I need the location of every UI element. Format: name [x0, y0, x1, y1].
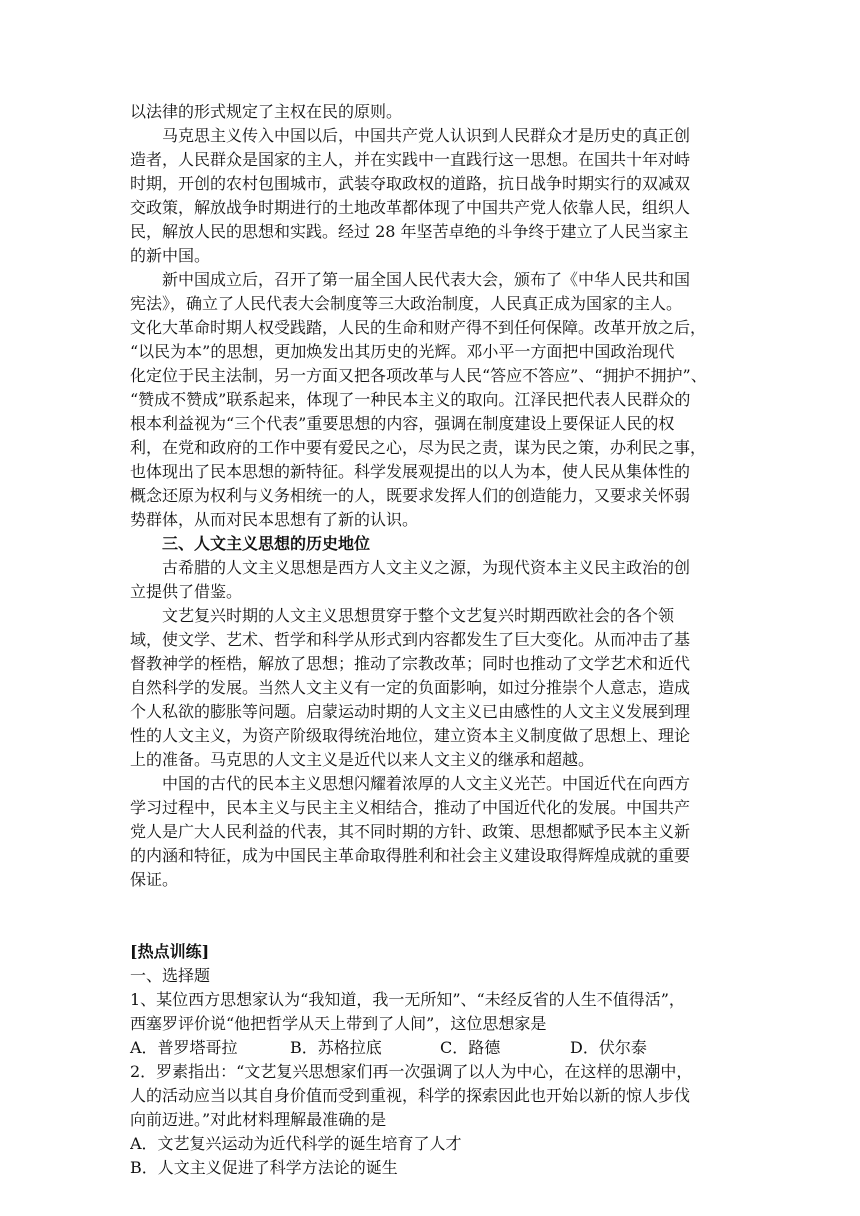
paragraph-6 [130, 772, 730, 892]
text-line: “赞成不赞成”联系起来，体现了一种民本主义的取向。江泽民把代表人民群众的 [130, 390, 691, 409]
text-line: 也体现出了民本思想的新特征。科学发展观提出的以人为本，使人民从集体性的 [130, 462, 691, 481]
text-line: 上的准备。马克思的人文主义是近代以来人文主义的继承和超越。 [130, 750, 595, 769]
text-line: 以法律的形式规定了主权在民的原则。 [130, 102, 403, 121]
question-text-line: 西塞罗评价说“他把哲学从天上带到了人间”，这位思想家是 [130, 1014, 547, 1033]
text-line: 中国的古代的民本主义思想闪耀着浓厚的人文主义光芒。中国近代在向西方 [162, 774, 691, 793]
text-line: 个人私欲的膨胀等问题。启蒙运动时期的人文主义已由感性的人文主义发展到理 [130, 702, 691, 721]
document-page [130, 100, 730, 1180]
text-line: 立提供了借鉴。 [130, 582, 243, 601]
option-b: B．人文主义促进了科学方法论的诞生 [130, 1158, 398, 1177]
text-line: 古希腊的人文主义思想是西方人文主义之源，为现代资本主义民主政治的创 [162, 558, 691, 577]
text-line: 党人是广大人民利益的代表，其不同时期的方针、政策、思想都赋予民本主义新 [130, 822, 691, 841]
question-text-line: 人的活动应当以其自身价值而受到重视，科学的探索因此也开始以新的惊人步伐 [130, 1086, 691, 1105]
paragraph-5 [130, 604, 730, 772]
answer-options [130, 1036, 730, 1060]
text-line: 自然科学的发展。当然人文主义有一定的负面影响，如过分推崇个人意志，造成 [130, 678, 691, 697]
text-line: 民，解放人民的思想和实践。经过 28 年坚苦卓绝的斗争终于建立了人民当家主 [130, 222, 689, 241]
question-text-line: 2．罗素指出：“文艺复兴思想家们再一次强调了以人为中心，在这样的思潮中， [130, 1062, 693, 1081]
text-line: 交政策，解放战争时期进行的土地改革都体现了中国共产党人依靠人民，组织人 [130, 198, 691, 217]
text-line: 造者，人民群众是国家的主人，并在实践中一直践行这一思想。在国共十年对峙 [130, 150, 691, 169]
text-line: 时期，开创的农村包围城市，武装夺取政权的道路，抗日战争时期实行的双减双 [130, 174, 691, 193]
text-line: 化定位于民主法制，另一方面又把各项改革与人民“答应不答应”、“拥护不拥护”、 [130, 366, 707, 385]
paragraph-3 [130, 268, 730, 532]
text-line: 概念还原为权利与义务相统一的人，既要求发挥人们的创造能力，又要求关怀弱 [130, 486, 691, 505]
option-a: A．文艺复兴运动为近代科学的诞生培育了人才 [130, 1134, 462, 1153]
text-line: 的新中国。 [130, 246, 211, 265]
text-line: 学习过程中，民本主义与民主主义相结合，推动了中国近代化的发展。中国共产 [130, 798, 691, 817]
option-d: D．伏尔泰 [570, 1038, 647, 1057]
text-line: 的内涵和特征，成为中国民主革命取得胜利和社会主义建设取得辉煌成就的重要 [130, 846, 691, 865]
text-line: 文化大革命时期人权受践踏，人民的生命和财产得不到任何保障。改革开放之后， [130, 318, 707, 337]
text-line: 根本利益视为“三个代表”重要思想的内容，强调在制度建设上要保证人民的权 [130, 414, 675, 433]
section-heading: 三、人文主义思想的历史地位 [162, 534, 371, 553]
text-line: 督教神学的桎梏，解放了思想；推动了宗教改革；同时也推动了文学艺术和近代 [130, 654, 691, 673]
text-line: “以民为本”的思想，更加焕发出其历史的光辉。邓小平一方面把中国政治现代 [130, 342, 675, 361]
option-a: A．普罗塔哥拉 [130, 1038, 238, 1057]
paragraph-2 [130, 124, 730, 268]
paragraph-4 [130, 556, 730, 604]
practice-heading: [热点训练] [130, 942, 210, 961]
question-2 [130, 1060, 730, 1180]
paragraph-1 [130, 100, 730, 124]
text-line: 势群体，从而对民本思想有了新的认识。 [130, 510, 419, 529]
text-line: 文艺复兴时期的人文主义思想贯穿于整个文艺复兴时期西欧社会的各个领 [162, 606, 675, 625]
text-line: 性的人文主义，为资产阶级取得统治地位，建立资本主义制度做了思想上、理论 [130, 726, 691, 745]
text-line: 保证。 [130, 870, 179, 889]
text-line: 新中国成立后，召开了第一届全国人民代表大会，颁布了《中华人民共和国 [162, 270, 691, 289]
text-line: 域，使文学、艺术、哲学和科学从形式到内容都发生了巨大变化。从而冲击了基 [130, 630, 691, 649]
option-c: C．路德 [440, 1038, 501, 1057]
text-line: 宪法》，确立了人民代表大会制度等三大政治制度，人民真正成为国家的主人。 [130, 294, 683, 313]
question-text-line: 向前迈进。”对此材料理解最准确的是 [130, 1110, 387, 1129]
spacer [130, 892, 730, 940]
text-line: 利，在党和政府的工作中要有爱民之心，尽为民之责，谋为民之策，办利民之事， [130, 438, 707, 457]
option-b: B．苏格拉底 [290, 1038, 382, 1057]
question-1 [130, 988, 730, 1060]
question-section-label: 一、选择题 [130, 966, 211, 985]
question-text-line: 1、某位西方思想家认为“我知道，我一无所知”、“未经反省的人生不值得活”， [130, 990, 685, 1009]
text-line: 马克思主义传入中国以后，中国共产党人认识到人民群众才是历史的真正创 [162, 126, 691, 145]
